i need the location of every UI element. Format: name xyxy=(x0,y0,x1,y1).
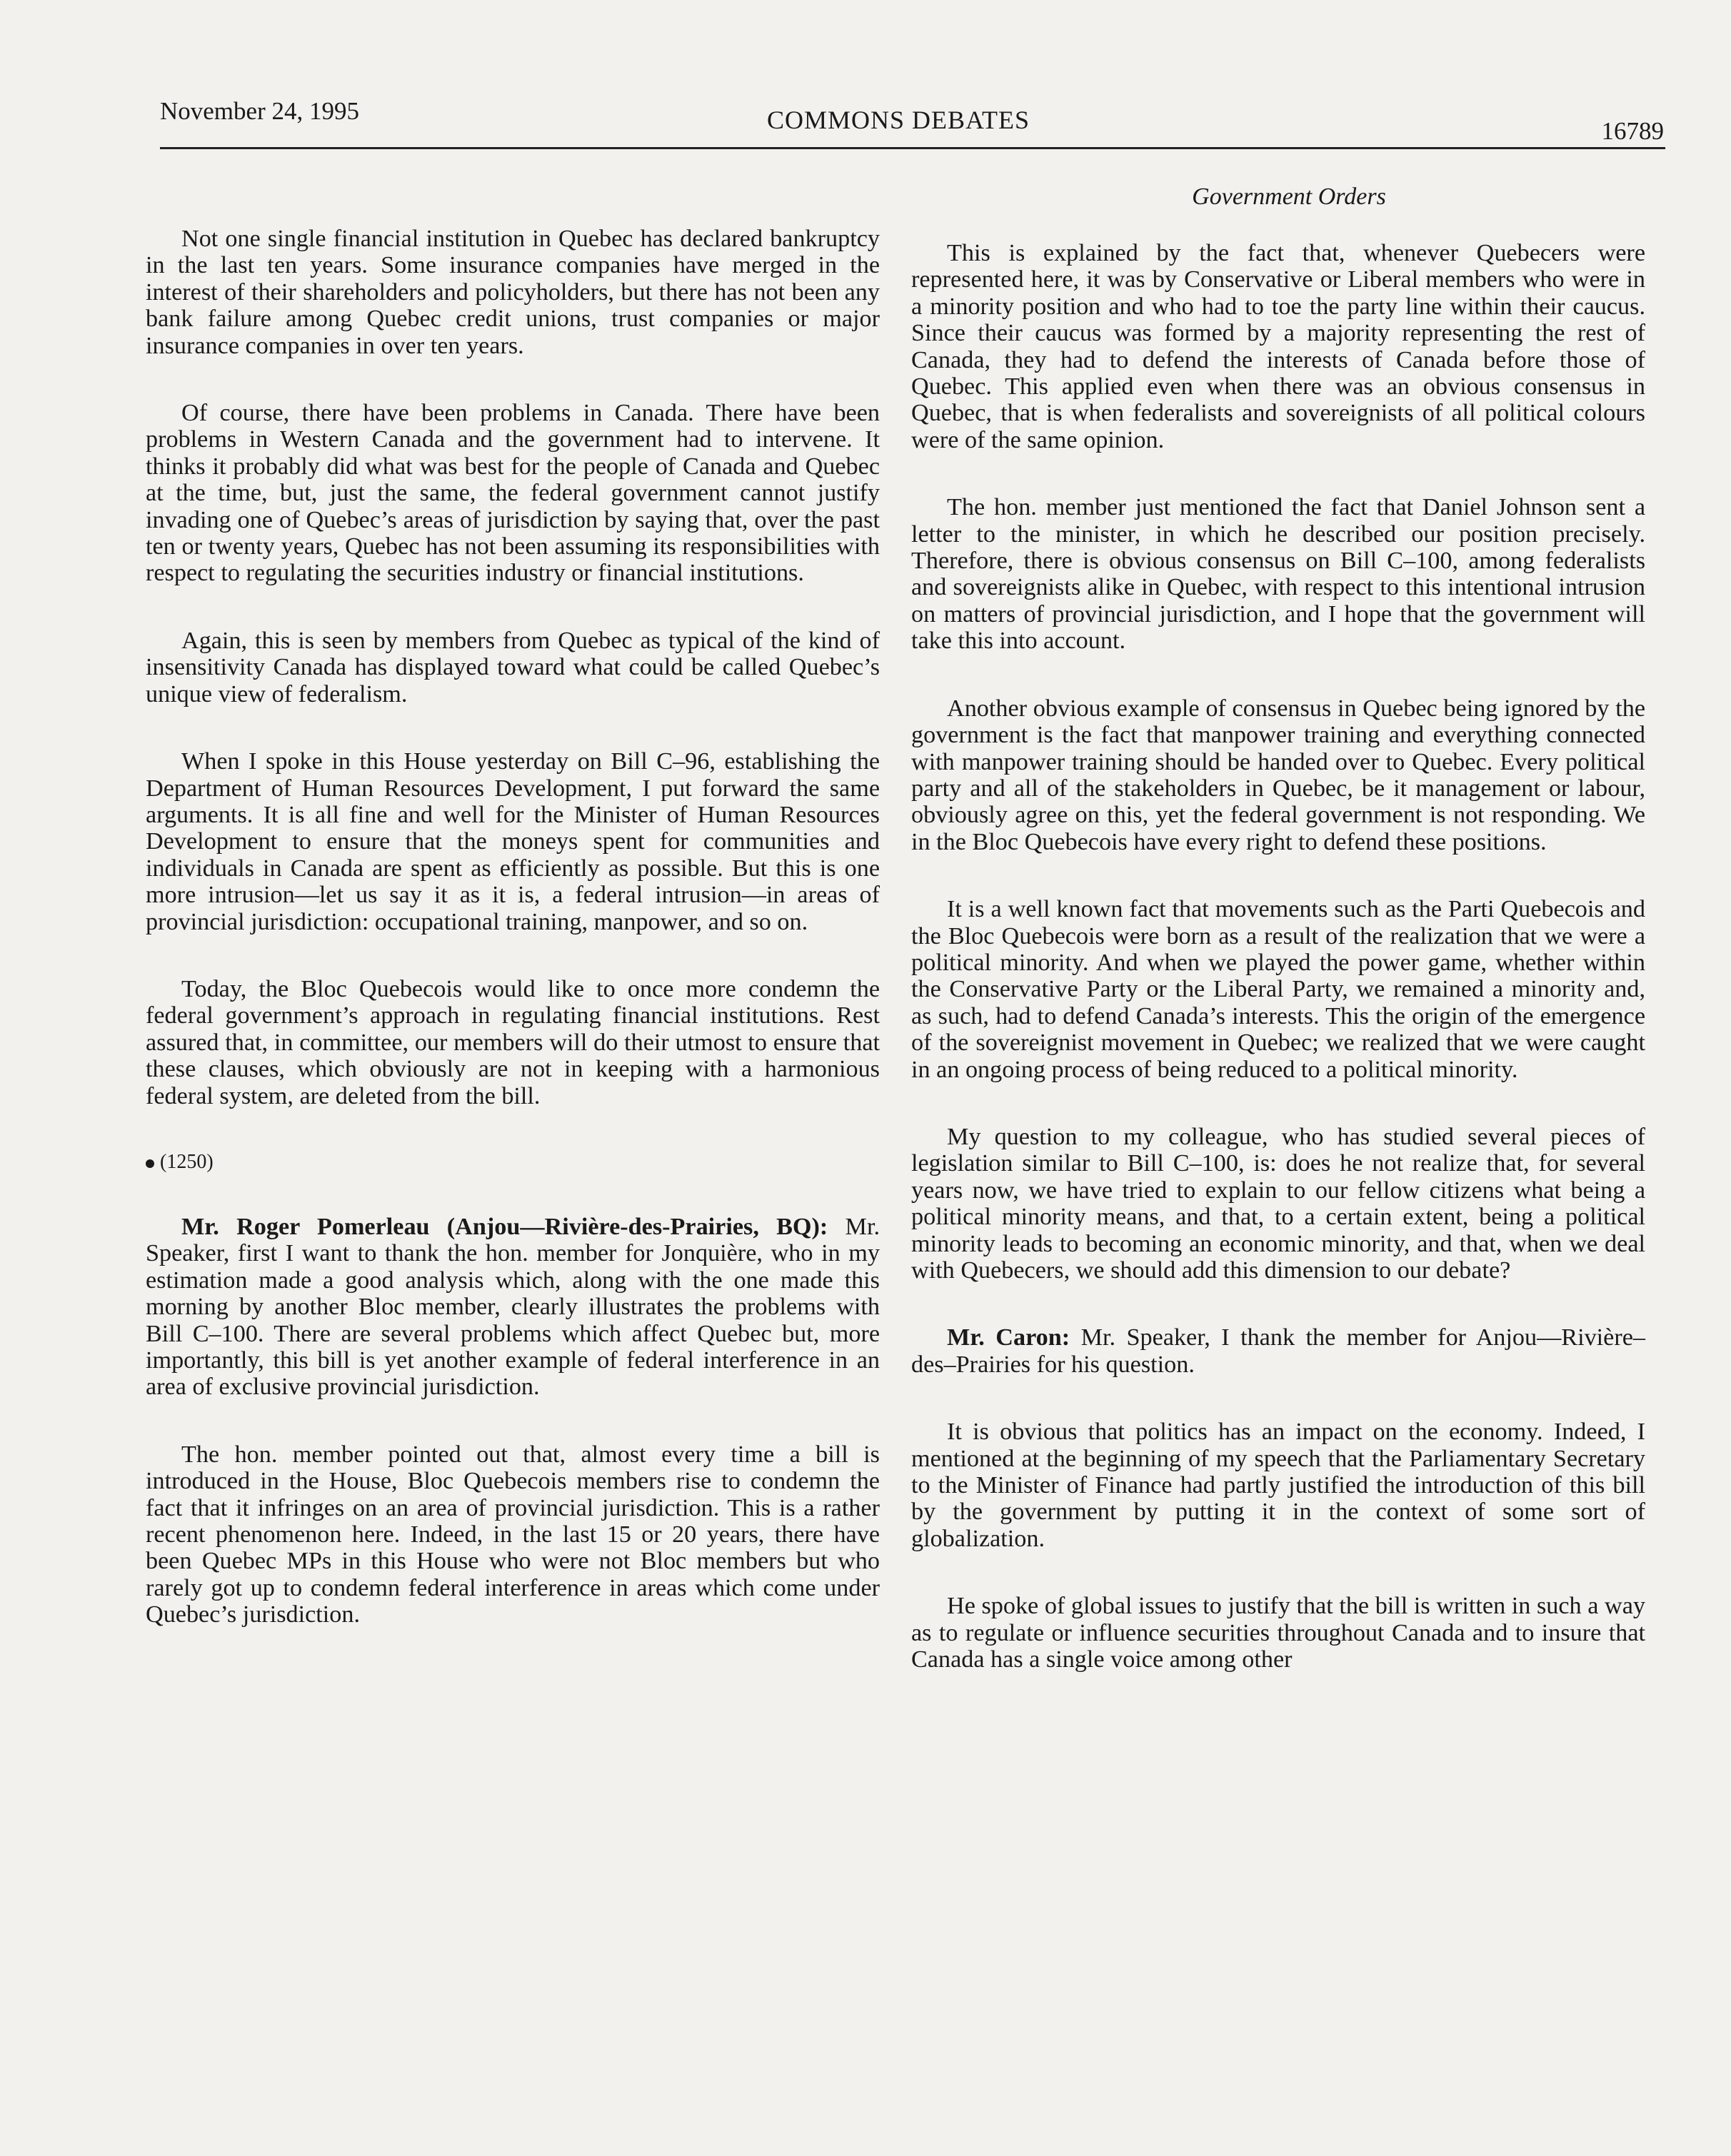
header-title: COMMONS DEBATES xyxy=(767,106,1030,134)
paragraph: Of course, there have been problems in Canada. There have been problems in Western Canada and the government had to intervene. It thinks it probably did what was best for the people of Canada and Quebec at the time, but, just the same, the federal government cannot justify invading one of Quebec’s areas of jurisdiction by saying that, over the past ten or twenty years, Quebec has not been assuming its responsibilities with respect to regulating the securities industry or financial institutions. xyxy=(146,400,880,587)
paragraph: My question to my colleague, who has studied several pieces of legislation similar to Bill C–100, is: does he not realize that, for several years now, we have tried to explain to our fellow citizens what being a political minority means, and that, to a certain extent, being a political minority leads to becoming an economic minority, and that, when we deal with Quebecers, we should add this dimension to our debate? xyxy=(911,1123,1645,1284)
speaker-name: Mr. Caron: xyxy=(947,1324,1070,1351)
speaker-name: Mr. Roger Pomerleau (Anjou—Rivière-des-Prairies, BQ): xyxy=(181,1213,828,1240)
paragraph: Again, this is seen by members from Quebec as typical of the kind of insensitivity Canada has displayed toward what could be called Quebec’s unique view of federalism. xyxy=(146,627,880,707)
paragraph: When I spoke in this House yesterday on Bill C–96, establishing the Department of Human Resources Development, I put forward the same arguments. It is all fine and well for the Minister of Human Resources Development to ensure that the moneys spent for communities and individuals in Canada are spent as efficiently as possible. But this is one more intrusion—let us say it as it is, a federal intrusion—in areas of provincial jurisdiction: occupational training, manpower, and so on. xyxy=(146,748,880,935)
speech-text: Mr. Speaker, I thank the member for Anjou—Rivière–des–Prairies for his question. xyxy=(911,1324,1645,1378)
time-marker xyxy=(146,1150,880,1174)
paragraph: Not one single financial institution in Quebec has declared bankruptcy in the last ten years. Some insurance companies have merged in the interest of their shareholders and policyholders, but there has not been any bank failure among Quebec credit unions, trust companies or major insurance companies in over ten years. xyxy=(146,226,880,359)
paragraph: The hon. member just mentioned the fact that Daniel Johnson sent a letter to the minister, in which he described our position precisely. Therefore, there is obvious consensus on Bill C–100, among federalists and sovereignists alike in Quebec, with respect to this intentional intrusion on matters of provincial jurisdiction, and I hope that the government will take this into account. xyxy=(911,494,1645,655)
speech-paragraph xyxy=(146,1214,880,1401)
section-label: Government Orders xyxy=(1192,183,1386,210)
speech-paragraph xyxy=(911,1324,1645,1378)
header-page-number: 16789 xyxy=(1601,117,1664,145)
paragraph: This is explained by the fact that, whenever Quebecers were represented here, it was by Conservative or Liberal members who were in a minority position and who had to toe the party line within their caucus. Since their caucus was formed by a majority representing the rest of Canada, they had to defend the interests of Canada before those of Quebec. This applied even when there was an obvious consensus in Quebec, that is when federalists and sovereignists of all political colours were of the same opinion. xyxy=(911,240,1645,453)
left-column xyxy=(146,226,880,1669)
bullet-icon xyxy=(146,1159,154,1168)
time-marker-text: (1250) xyxy=(160,1150,214,1173)
paragraph: It is obvious that politics has an impact on the economy. Indeed, I mentioned at the beginning of my speech that the Parliamentary Secretary to the Minister of Finance had partly justified the introduction of this bill by the government by putting it in the context of some sort of globalization. xyxy=(911,1419,1645,1552)
header-date: November 24, 1995 xyxy=(160,97,359,125)
speech-text: Mr. Speaker, first I want to thank the hon. member for Jonquière, who in my estimation made a good analysis which, along with the one made this morning by another Bloc member, clearly illustrates the problems with Bill C–100. There are several problems which affect Quebec but, more importantly, this bill is yet another example of federal interference in an area of exclusive provincial jurisdiction. xyxy=(146,1213,880,1401)
right-column xyxy=(911,240,1645,1673)
page-header xyxy=(160,97,1664,147)
header-rule xyxy=(160,147,1665,149)
paragraph: Another obvious example of consensus in Quebec being ignored by the government is the fact that manpower training and everything connected with manpower training should be handed over to Quebec. Every political party and all of the stakeholders in Quebec, be it management or labour, obviously agree on this, yet the federal government is not responding. We in the Bloc Quebecois have every right to defend these positions. xyxy=(911,695,1645,855)
paragraph: He spoke of global issues to justify that the bill is written in such a way as to regulate or influence securities throughout Canada and to insure that Canada has a single voice among other xyxy=(911,1593,1645,1673)
paragraph: It is a well known fact that movements such as the Parti Quebecois and the Bloc Quebecois were born as a result of the realization that we were a political minority. And when we played the power game, whether within the Conservative Party or the Liberal Party, we remained a minority and, as such, had to defend Canada’s interests. This the origin of the emergence of the sovereignist movement in Quebec; we realized that we were caught in an ongoing process of being reduced to a political minority. xyxy=(911,896,1645,1083)
paragraph: The hon. member pointed out that, almost every time a bill is introduced in the House, Bloc Quebecois members rise to condemn the fact that it infringes on an area of provincial jurisdiction. This is a rather recent phenomenon here. Indeed, in the last 15 or 20 years, there have been Quebec MPs in this House who were not Bloc members but who rarely got up to condemn federal interference in areas which come under Quebec’s jurisdiction. xyxy=(146,1441,880,1628)
paragraph: Today, the Bloc Quebecois would like to once more condemn the federal government’s approach in regulating financial institutions. Rest assured that, in committee, our members will do their utmost to ensure that these clauses, which obviously are not in keeping with a harmonious federal system, are deleted from the bill. xyxy=(146,975,880,1109)
